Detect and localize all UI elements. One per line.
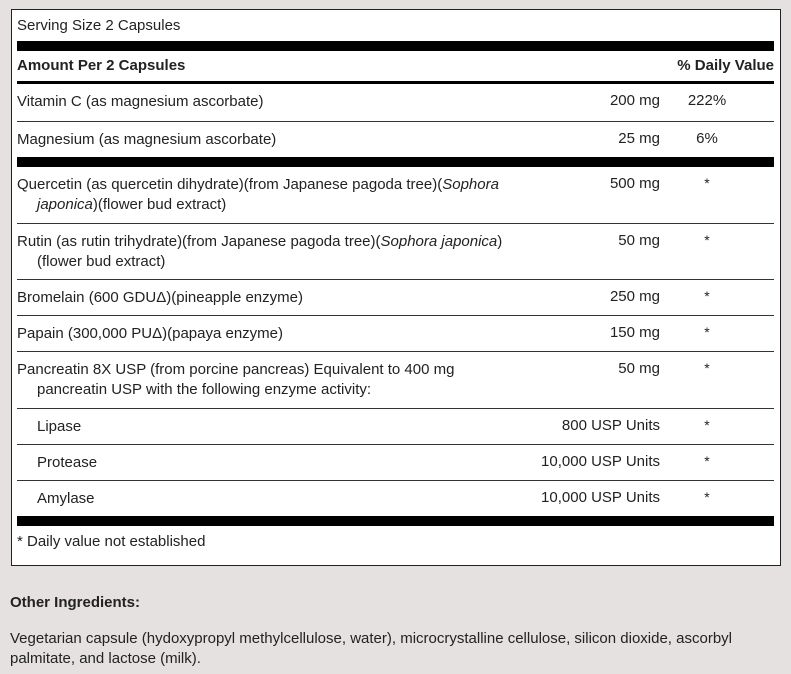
enzyme-amount: 800 USP Units <box>561 417 660 434</box>
ingredient-row <box>17 352 774 409</box>
ingredient-amount: 50 mg <box>618 360 660 377</box>
supplement-facts-panel <box>11 9 781 566</box>
ingredient-name: Papain (300,000 PUΔ)(papaya enzyme) <box>17 325 284 342</box>
enzyme-dv: * <box>704 417 710 433</box>
serving-size: Serving Size 2 Capsules <box>17 17 181 34</box>
enzyme-name: Amylase <box>37 490 95 507</box>
ingredient-dv: * <box>704 324 710 340</box>
table-header <box>17 55 774 81</box>
thick-divider <box>17 157 774 167</box>
ingredient-name: Pancreatin 8X USP (from porcine pancreas) Equivalent to 400 mg pancreatin USP with the following enzyme activity: <box>17 361 455 398</box>
enzyme-amount: 10,000 USP Units <box>541 453 660 470</box>
ingredient-amount: 250 mg <box>609 288 660 305</box>
ingredient-amount: 150 mg <box>609 324 660 341</box>
ingredient-row <box>17 280 774 316</box>
nutrient-dv: 6% <box>696 130 718 147</box>
ingredient-row <box>17 316 774 352</box>
ingredient-amount: 50 mg <box>618 232 660 249</box>
nutrient-name: Magnesium (as magnesium ascorbate) <box>17 131 277 148</box>
ingredient-dv: * <box>704 360 710 376</box>
ingredient-name: Bromelain (600 GDUΔ)(pineapple enzyme) <box>17 289 303 306</box>
footnote: * Daily value not established <box>17 533 206 550</box>
ingredient-dv: * <box>704 232 710 248</box>
enzyme-amount: 10,000 USP Units <box>541 489 660 506</box>
nutrient-row <box>17 84 774 122</box>
enzyme-dv: * <box>704 489 710 505</box>
enzyme-name: Protease <box>37 454 98 471</box>
ingredient-amount: 500 mg <box>609 175 660 192</box>
thick-divider <box>17 516 774 526</box>
thick-divider <box>17 41 774 51</box>
nutrient-dv: 222% <box>687 92 727 109</box>
other-ingredients-text: Vegetarian capsule (hydoxypropyl methylcellulose, water), microcrystalline cellulose, silicon dioxide, ascorbyl palmitate, and lactose (milk). <box>10 630 732 667</box>
enzyme-row <box>17 409 774 445</box>
enzyme-row <box>17 445 774 481</box>
enzyme-dv: * <box>704 453 710 469</box>
ingredient-name: Quercetin (as quercetin dihydrate)(from Japanese pagoda tree)(Sophora japonica)(flower bud extract) <box>17 176 499 213</box>
ingredient-row <box>17 167 774 224</box>
nutrient-name: Vitamin C (as magnesium ascorbate) <box>17 93 264 110</box>
enzyme-row <box>17 481 774 516</box>
enzyme-name: Lipase <box>37 418 82 435</box>
ingredient-dv: * <box>704 175 710 191</box>
ingredient-dv: * <box>704 288 710 304</box>
daily-value-header: % Daily Value <box>677 57 774 74</box>
nutrient-amount: 200 mg <box>609 92 660 109</box>
other-ingredients-title: Other Ingredients: <box>10 594 141 611</box>
amount-header: Amount Per 2 Capsules <box>17 57 186 74</box>
ingredient-row <box>17 224 774 280</box>
nutrient-amount: 25 mg <box>618 130 660 147</box>
nutrient-row <box>17 122 774 157</box>
ingredient-name: Rutin (as rutin trihydrate)(from Japanese pagoda tree)(Sophora japonica)(flower bud extract) <box>17 233 503 270</box>
